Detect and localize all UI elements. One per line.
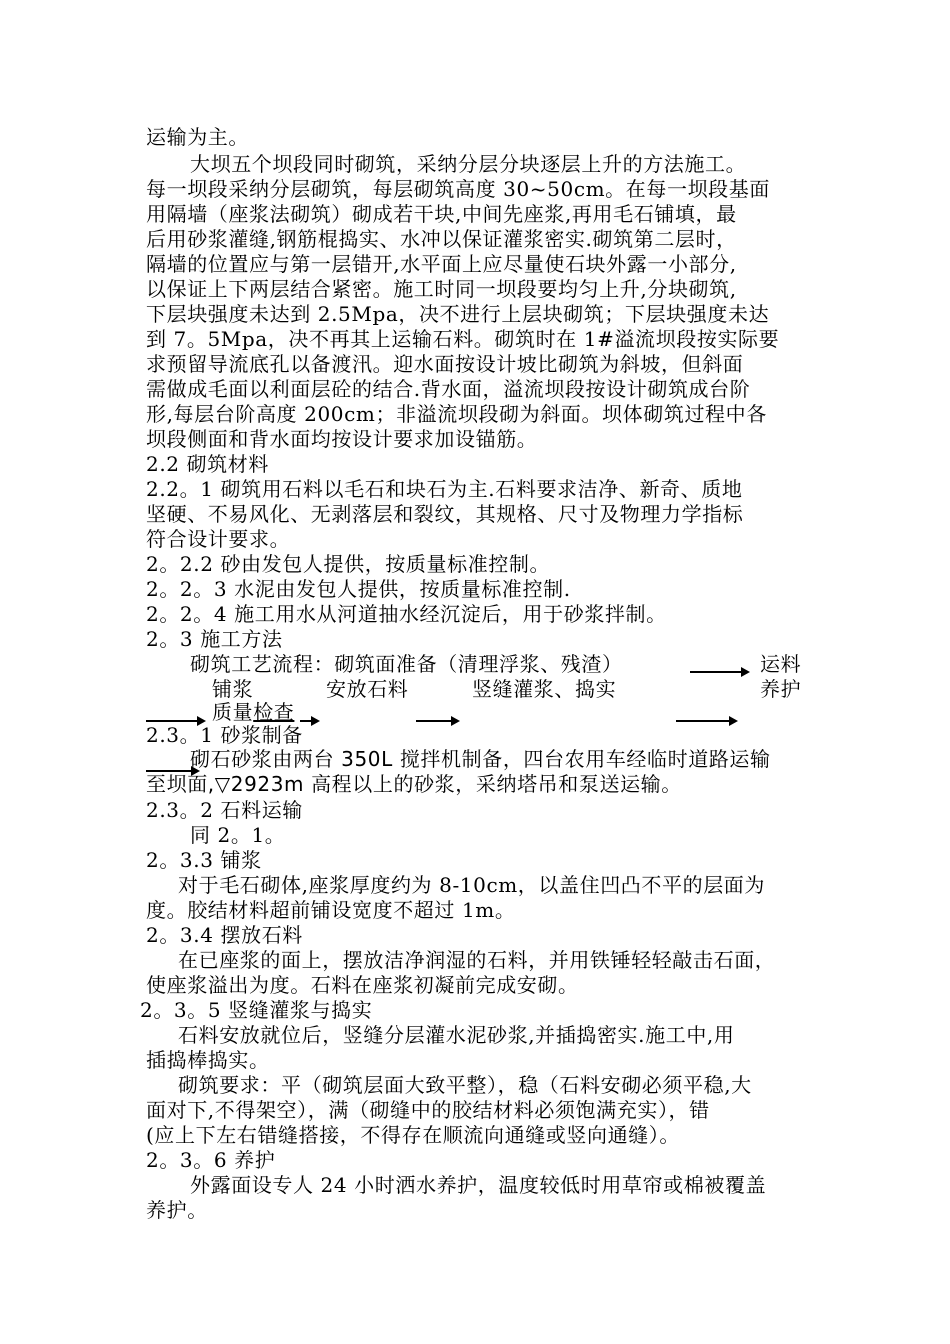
text-line: 后用砂浆灌缝,钢筋棍捣实、水冲以保证灌浆密实.砌筑第二层时， — [146, 227, 737, 251]
flow-step-place-stone: 安放石料 — [326, 677, 409, 701]
text-line: (应上下左右错缝搭接，不得存在顺流向通缝或竖向通缝）。 — [146, 1123, 681, 1147]
flow-step-mortar: 铺浆 — [212, 677, 254, 701]
section-heading: 2。3。6 养护 — [146, 1148, 276, 1172]
flow-step-inspection-part2: 检查 — [253, 700, 295, 724]
paragraph-first-line: 外露面设专人 24 小时洒水养护，温度较低时用草帘或棉被覆盖 — [190, 1173, 767, 1197]
section-heading: 2.2 砌筑材料 — [146, 452, 269, 476]
flow-step-inspection-part1: 质量 — [212, 700, 254, 724]
text-line: 隔墙的位置应与第一层错开,水平面上应尽量使石块外露一小部分, — [146, 252, 737, 276]
text-line: 2.2。1 砌筑用石料以毛石和块石为主.石料要求洁净、新奇、质地 — [146, 477, 743, 501]
section-heading: 2。3 施工方法 — [146, 627, 283, 651]
paragraph-first-line: 石料安放就位后，竖缝分层灌水泥砂浆,并插捣密实.施工中,用 — [178, 1023, 735, 1047]
text-line: 到 7。5Mpa，决不再其上运输石料。砌筑时在 1#溢流坝段按实际要 — [146, 327, 780, 351]
flow-arrow — [676, 720, 736, 722]
text-line: 面对下,不得架空），满（砌缝中的胶结材料必须饱满充实），错 — [146, 1098, 710, 1122]
text-line: 下层块强度未达到 2.5Mpa，决不进行上层块砌筑；下层块强度未达 — [146, 302, 770, 326]
flow-arrow — [146, 770, 198, 772]
text-line: 使座浆溢出为度。石料在座浆初凝前完成安砌。 — [146, 973, 579, 997]
text-line: 同 2。1。 — [190, 823, 286, 847]
text-line: 坝段侧面和背水面均按设计要求加设锚筋。 — [146, 427, 538, 451]
flow-arrow — [690, 671, 748, 673]
text-line: 至坝面,▽2923m 高程以上的砂浆，采纳塔吊和泵送运输。 — [146, 772, 682, 796]
flow-step-transport: 运料 — [760, 652, 802, 676]
flow-step-curing: 养护 — [760, 677, 802, 701]
flow-arrow — [146, 720, 204, 722]
paragraph-first-line: 砌筑要求：平（砌筑层面大致平整），稳（石料安砌必须平稳,大 — [178, 1073, 752, 1097]
paragraph-first-line: 在已座浆的面上，摆放洁净润湿的石料，并用铁锤轻轻敲击石面， — [178, 948, 776, 972]
flow-title: 砌筑工艺流程：砌筑面准备（清理浮浆、残渣） — [190, 652, 623, 676]
paragraph-first-line: 大坝五个坝段同时砌筑，采纳分层分块逐层上升的方法施工。 — [190, 152, 747, 176]
paragraph-first-line: 砌石砂浆由两台 350L 搅拌机制备，四台农用车经临时道路运输 — [190, 747, 771, 771]
text-line: 符合设计要求。 — [146, 527, 291, 551]
text-line: 每一坝段采纳分层砌筑，每层砌筑高度 30~50cm。在每一坝段基面 — [146, 177, 770, 201]
text-line: 2。2。3 水泥由发包人提供，按质量标准控制. — [146, 577, 571, 601]
text-line: 插捣棒捣实。 — [146, 1048, 270, 1072]
text-line: 坚硬、不易风化、无剥落层和裂纹，其规格、尺寸及物理力学指标 — [146, 502, 744, 526]
text-line: 2。2。4 施工用水从河道抽水经沉淀后，用于砂浆拌制。 — [146, 602, 667, 626]
section-heading: 2。3.3 铺浆 — [146, 848, 262, 872]
flow-arrow — [416, 720, 458, 722]
section-heading: 2.3。2 石料运输 — [146, 798, 303, 822]
section-heading: 2。3.4 摆放石料 — [146, 923, 303, 947]
text-line: 求预留导流底孔以备渡汛。迎水面按设计坡比砌筑为斜坡，但斜面 — [146, 352, 744, 376]
text-line: 形,每层台阶高度 200cm；非溢流坝段砌为斜面。坝体砌筑过程中各 — [146, 402, 767, 426]
flow-step-inspection — [212, 700, 294, 724]
section-heading: 2。3。5 竖缝灌浆与捣实 — [140, 998, 373, 1022]
paragraph-first-line: 对于毛石砌体,座浆厚度约为 8-10cm，以盖住凹凸不平的层面为 — [178, 873, 766, 897]
flow-step-grouting: 竖缝灌浆、捣实 — [472, 677, 617, 701]
text-line: 度。胶结材料超前铺设宽度不超过 1m。 — [146, 898, 516, 922]
text-line: 用隔墙（座浆法砌筑）砌成若干块,中间先座浆,再用毛石铺填，最 — [146, 202, 737, 226]
text-line: 运输为主。 — [146, 125, 249, 149]
text-line: 需做成毛面以利面层砼的结合.背水面，溢流坝段按设计砌筑成台阶 — [146, 377, 751, 401]
flow-arrow — [300, 720, 318, 722]
text-line: 养护。 — [146, 1198, 208, 1222]
text-line: 2。2.2 砂由发包人提供，按质量标准控制。 — [146, 552, 551, 576]
text-line: 以保证上下两层结合紧密。施工时同一坝段要均匀上升,分块砌筑, — [146, 277, 737, 301]
section-heading: 2.3。1 砂浆制备 — [146, 723, 303, 747]
